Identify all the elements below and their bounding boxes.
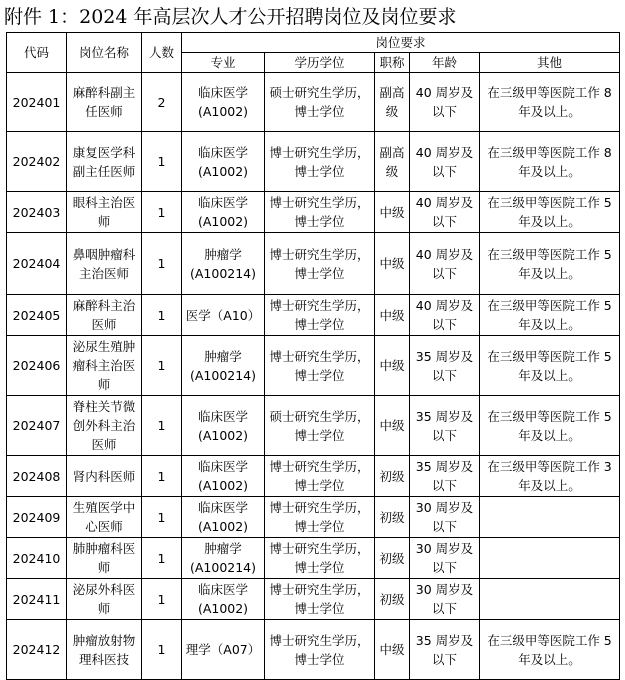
cell-degree: 博士研究生学历，博士学位 (265, 497, 375, 538)
cell-other: 在三级甲等医院工作 3 年及以上。 (480, 456, 620, 497)
table-row (7, 73, 620, 132)
cell-rank: 中级 (375, 192, 410, 233)
cell-major: 肿瘤学(A100214) (182, 233, 265, 295)
table-row (7, 538, 620, 579)
table-row (7, 132, 620, 192)
cell-age: 35 周岁及以下 (410, 336, 480, 396)
cell-rank: 初级 (375, 538, 410, 579)
table-row (7, 497, 620, 538)
cell-degree: 博士研究生学历，博士学位 (265, 579, 375, 620)
cell-age: 40 周岁及以下 (410, 132, 480, 192)
cell-rank: 副高级 (375, 73, 410, 132)
cell-code: 202412 (7, 620, 67, 680)
cell-degree: 硕士研究生学历，博士学位 (265, 396, 375, 456)
cell-rank: 中级 (375, 295, 410, 336)
cell-count: 1 (142, 336, 182, 396)
cell-rank: 中级 (375, 396, 410, 456)
cell-position: 生殖医学中心医师 (67, 497, 142, 538)
table-row (7, 192, 620, 233)
cell-other: 在三级甲等医院工作 5 年及以上。 (480, 295, 620, 336)
cell-age: 40 周岁及以下 (410, 73, 480, 132)
table-row (7, 233, 620, 295)
cell-count: 1 (142, 233, 182, 295)
cell-major: 临床医学(A1002) (182, 396, 265, 456)
cell-count: 1 (142, 295, 182, 336)
cell-position: 鼻咽肿瘤科主治医师 (67, 233, 142, 295)
header-major: 专业 (182, 53, 265, 73)
cell-major: 临床医学(A1002) (182, 497, 265, 538)
cell-major: 理学（A07） (182, 620, 265, 680)
cell-degree: 博士研究生学历，博士学位 (265, 233, 375, 295)
cell-rank: 中级 (375, 233, 410, 295)
cell-code: 202407 (7, 396, 67, 456)
cell-rank: 中级 (375, 336, 410, 396)
header-requirements: 岗位要求 (182, 33, 620, 53)
table-row (7, 295, 620, 336)
cell-position: 脊柱关节微创外科主治医师 (67, 396, 142, 456)
cell-degree: 博士研究生学历，博士学位 (265, 295, 375, 336)
cell-degree: 博士研究生学历，博士学位 (265, 456, 375, 497)
table-row (7, 456, 620, 497)
cell-count: 2 (142, 73, 182, 132)
cell-code: 202409 (7, 497, 67, 538)
cell-other (480, 538, 620, 579)
cell-degree: 硕士研究生学历，博士学位 (265, 73, 375, 132)
cell-other (480, 579, 620, 620)
cell-age: 40 周岁及以下 (410, 295, 480, 336)
cell-age: 35 周岁及以下 (410, 456, 480, 497)
cell-age: 40 周岁及以下 (410, 192, 480, 233)
cell-count: 1 (142, 456, 182, 497)
cell-rank: 中级 (375, 620, 410, 680)
cell-age: 40 周岁及以下 (410, 233, 480, 295)
cell-count: 1 (142, 579, 182, 620)
cell-position: 肺肿瘤科医师 (67, 538, 142, 579)
cell-major: 肿瘤学(A100214) (182, 538, 265, 579)
cell-other: 在三级甲等医院工作 5 年及以上。 (480, 336, 620, 396)
header-degree: 学历学位 (265, 53, 375, 73)
cell-rank: 初级 (375, 497, 410, 538)
cell-major: 临床医学(A1002) (182, 456, 265, 497)
cell-position: 眼科主治医师 (67, 192, 142, 233)
cell-position: 肿瘤放射物理科医技 (67, 620, 142, 680)
table-row (7, 620, 620, 680)
cell-other: 在三级甲等医院工作 8 年及以上。 (480, 132, 620, 192)
cell-age: 35 周岁及以下 (410, 620, 480, 680)
cell-position: 泌尿外科医师 (67, 579, 142, 620)
header-other: 其他 (480, 53, 620, 73)
cell-major: 临床医学(A1002) (182, 73, 265, 132)
cell-rank: 副高级 (375, 132, 410, 192)
cell-code: 202410 (7, 538, 67, 579)
cell-degree: 博士研究生学历，博士学位 (265, 538, 375, 579)
cell-major: 肿瘤学(A100214) (182, 336, 265, 396)
header-row-top (7, 33, 620, 53)
cell-age: 30 周岁及以下 (410, 497, 480, 538)
table-row (7, 336, 620, 396)
cell-other (480, 497, 620, 538)
document-title: 附件 1：2024 年高层次人才公开招聘岗位及岗位要求 (4, 6, 457, 28)
cell-major: 临床医学(A1002) (182, 579, 265, 620)
cell-code: 202405 (7, 295, 67, 336)
header-code: 代码 (7, 33, 67, 73)
cell-rank: 初级 (375, 579, 410, 620)
cell-position: 肾内科医师 (67, 456, 142, 497)
cell-count: 1 (142, 132, 182, 192)
cell-degree: 博士研究生学历，博士学位 (265, 192, 375, 233)
positions-table (6, 32, 620, 680)
cell-age: 30 周岁及以下 (410, 538, 480, 579)
header-age: 年龄 (410, 53, 480, 73)
table-body (7, 73, 620, 680)
cell-other: 在三级甲等医院工作 5 年及以上。 (480, 192, 620, 233)
cell-count: 1 (142, 538, 182, 579)
table-row (7, 579, 620, 620)
cell-position: 麻醉科副主任医师 (67, 73, 142, 132)
cell-other: 在三级甲等医院工作 5 年及以上。 (480, 396, 620, 456)
cell-other: 在三级甲等医院工作 8 年及以上。 (480, 73, 620, 132)
cell-major: 临床医学(A1002) (182, 132, 265, 192)
cell-code: 202402 (7, 132, 67, 192)
cell-count: 1 (142, 620, 182, 680)
cell-position: 泌尿生殖肿瘤科主治医师 (67, 336, 142, 396)
cell-age: 30 周岁及以下 (410, 579, 480, 620)
header-count: 人数 (142, 33, 182, 73)
cell-count: 1 (142, 192, 182, 233)
cell-code: 202411 (7, 579, 67, 620)
cell-rank: 初级 (375, 456, 410, 497)
cell-position: 麻醉科主治医师 (67, 295, 142, 336)
cell-code: 202408 (7, 456, 67, 497)
header-position: 岗位名称 (67, 33, 142, 73)
cell-other: 在三级甲等医院工作 5 年及以上。 (480, 233, 620, 295)
cell-other: 在三级甲等医院工作 5 年及以上。 (480, 620, 620, 680)
header-rank: 职称 (375, 53, 410, 73)
table-row (7, 396, 620, 456)
cell-age: 35 周岁及以下 (410, 396, 480, 456)
cell-degree: 博士研究生学历，博士学位 (265, 132, 375, 192)
cell-degree: 博士研究生学历，博士学位 (265, 620, 375, 680)
cell-count: 1 (142, 497, 182, 538)
cell-code: 202401 (7, 73, 67, 132)
cell-degree: 博士研究生学历，博士学位 (265, 336, 375, 396)
cell-code: 202403 (7, 192, 67, 233)
cell-count: 1 (142, 396, 182, 456)
cell-major: 临床医学(A1002) (182, 192, 265, 233)
cell-position: 康复医学科副主任医师 (67, 132, 142, 192)
cell-code: 202404 (7, 233, 67, 295)
cell-major: 医学（A10） (182, 295, 265, 336)
cell-code: 202406 (7, 336, 67, 396)
